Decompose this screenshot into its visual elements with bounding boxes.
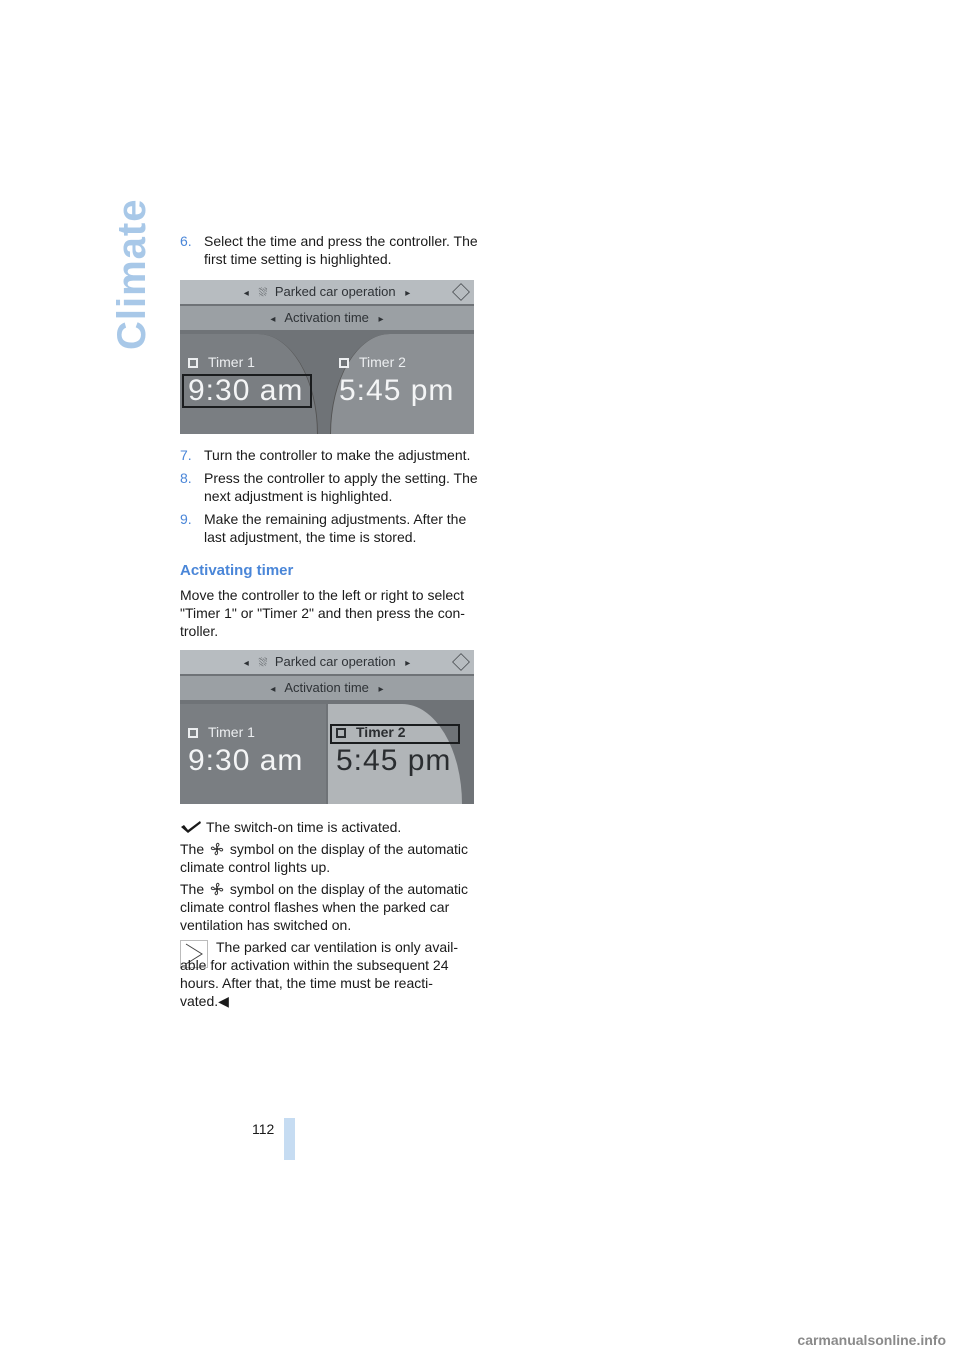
timer-2-pane xyxy=(330,334,474,434)
step-text: Turn the controller to make the adjustment. xyxy=(204,447,471,463)
arrow-right-icon: ▸ xyxy=(405,658,411,669)
screen-subheader-label: Activation time xyxy=(284,680,369,695)
step-7 xyxy=(180,446,480,464)
fan-icon xyxy=(210,882,224,896)
screen-subheader xyxy=(180,676,474,700)
timer-1-label: Timer 1 xyxy=(188,724,255,740)
arrow-left-icon: ◂ xyxy=(243,288,249,299)
arrow-left-icon: ◂ xyxy=(270,314,276,325)
step-8 xyxy=(180,469,480,505)
ventilation-icon: ⛆ xyxy=(258,657,268,669)
selection-highlight xyxy=(182,374,312,408)
page-marker-bar xyxy=(284,1118,295,1160)
chapter-title: Climate xyxy=(110,198,154,350)
screen-header xyxy=(180,650,474,674)
arrow-left-icon: ◂ xyxy=(243,658,249,669)
checkbox-icon xyxy=(188,358,198,368)
arrow-right-icon: ▸ xyxy=(378,314,384,325)
timer-2-label: Timer 2 xyxy=(336,724,406,740)
paragraph-lights-up: The symbol on the display of the automatic climate control lights up. xyxy=(180,841,469,875)
arrow-right-icon: ▸ xyxy=(405,288,411,299)
controller-icon xyxy=(452,653,470,671)
ventilation-icon: ⛆ xyxy=(258,287,268,299)
screen-subheader xyxy=(180,306,474,330)
timer-1-time: 9:30 am xyxy=(188,374,304,407)
timer-2-label: Timer 2 xyxy=(339,354,406,370)
display-screenshot-2 xyxy=(180,650,474,804)
step-number: 7. xyxy=(180,447,192,463)
step-number: 8. xyxy=(180,470,192,486)
paragraph-flashes: The symbol on the display of the automatic climate control flashes when the parked car ventilation has switched on. xyxy=(180,881,469,933)
checkbox-icon xyxy=(339,358,349,368)
arrow-right-icon: ▸ xyxy=(378,684,384,695)
section-intro: Move the controller to the left or right to select "Timer 1" or "Timer 2" and then press the con-troller. xyxy=(180,587,465,639)
timer-1-pane xyxy=(180,704,326,804)
page-number: 112 xyxy=(252,1121,275,1137)
screen-header xyxy=(180,280,474,304)
step-9 xyxy=(180,510,480,546)
step-number: 6. xyxy=(180,233,192,249)
fan-icon xyxy=(210,842,224,856)
timer-1-time: 9:30 am xyxy=(188,744,304,777)
checkbox-icon xyxy=(188,728,198,738)
arrow-left-icon: ◂ xyxy=(270,684,276,695)
step-text: Select the time and press the controller. The first time setting is highlighted. xyxy=(204,233,478,267)
timer-1-label: Timer 1 xyxy=(188,354,255,370)
watermark: carmanualsonline.info xyxy=(797,1332,946,1348)
section-heading: Activating timer xyxy=(180,562,294,579)
display-screenshot-1 xyxy=(180,280,474,434)
step-text: Make the remaining adjustments. After the last adjustment, the time is stored. xyxy=(204,511,467,545)
note-paragraph: The parked car ventilation is only avail-able for activation within the subsequent 24 hours. After that, the time must be reacti-vated.◀ xyxy=(180,939,459,1009)
step-6 xyxy=(180,232,480,268)
screen-header-label: Parked car operation xyxy=(274,654,396,669)
timer-2-pane xyxy=(328,704,462,804)
timer-2-time: 5:45 pm xyxy=(339,374,455,407)
step-text: Press the controller to apply the setting. The next adjustment is highlighted. xyxy=(204,470,478,504)
checkmark-icon xyxy=(180,820,202,834)
controller-icon xyxy=(452,283,470,301)
timer-2-time: 5:45 pm xyxy=(336,744,452,777)
screen-subheader-label: Activation time xyxy=(284,310,369,325)
step-number: 9. xyxy=(180,511,192,527)
activated-line: The switch-on time is activated. xyxy=(180,818,480,836)
selection-highlight xyxy=(330,724,460,744)
screen-header-label: Parked car operation xyxy=(274,284,396,299)
